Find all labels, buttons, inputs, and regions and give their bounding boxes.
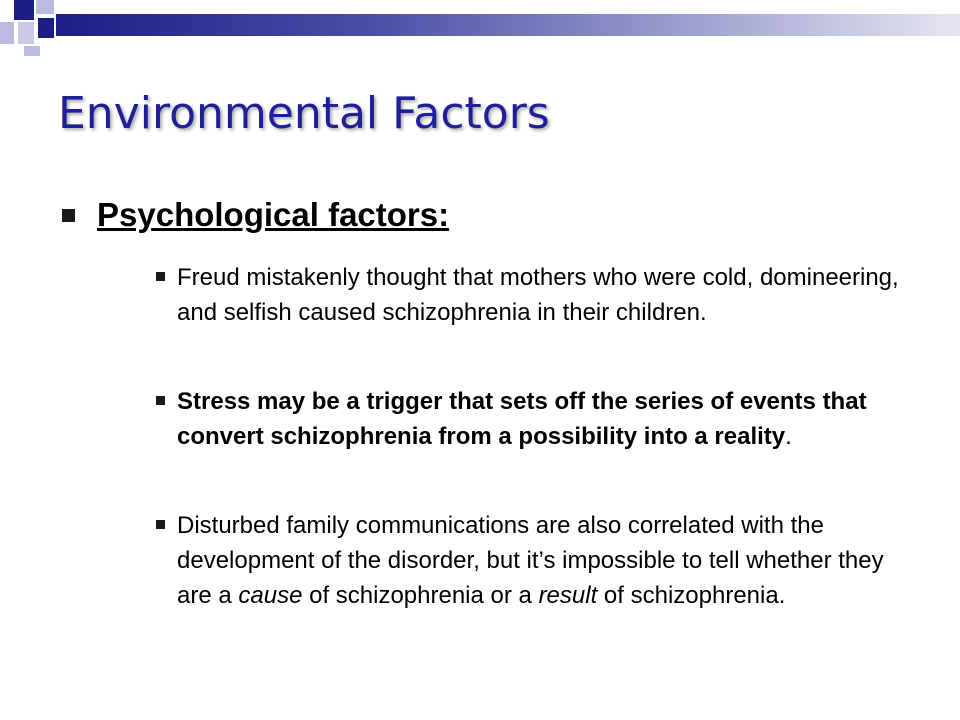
- slide-title: Environmental Factors: [58, 88, 550, 139]
- heading-item: [62, 196, 449, 234]
- bullet-text-family-result: result: [538, 582, 598, 609]
- decor-square-light-1: [36, 0, 54, 14]
- decor-square-light-4: [24, 46, 40, 56]
- square-bullet-icon: [156, 396, 165, 405]
- bullet-text-family-part1: Disturbed family communications are also correlated with the development of the disorder, but it’s impossible to tell whether they are a: [177, 512, 884, 609]
- bullet-text-family: [177, 508, 916, 613]
- bullet-text-family-part2: of schizophrenia or a: [302, 582, 539, 609]
- square-bullet-icon: [62, 209, 75, 222]
- decor-square-dark-2: [38, 18, 54, 38]
- bullet-text-stress: [177, 384, 916, 454]
- square-bullet-icon: [156, 272, 165, 281]
- bullet-item-family: [156, 508, 916, 613]
- decor-square-light-3: [18, 22, 34, 44]
- bullet-text-stress-tail: .: [785, 423, 792, 450]
- decor-square-dark-1: [14, 0, 34, 20]
- header-gradient-bar: [56, 14, 960, 36]
- square-bullet-icon: [156, 520, 165, 529]
- bullet-item-stress: [156, 384, 916, 454]
- bullet-text-stress-bold: Stress may be a trigger that sets off the series of events that convert schizophrenia from a possibility into a reality: [177, 388, 867, 450]
- bullet-text-freud: Freud mistakenly thought that mothers who were cold, domineering, and selfish caused schizophrenia in their children.: [177, 264, 899, 326]
- bullet-text-family-cause: cause: [238, 582, 303, 609]
- bullet-text-family-part3: of schizophrenia.: [597, 582, 786, 609]
- bullet-item-freud: [156, 260, 916, 330]
- decor-square-light-2: [0, 22, 14, 44]
- section-heading: Psychological factors:: [97, 196, 450, 233]
